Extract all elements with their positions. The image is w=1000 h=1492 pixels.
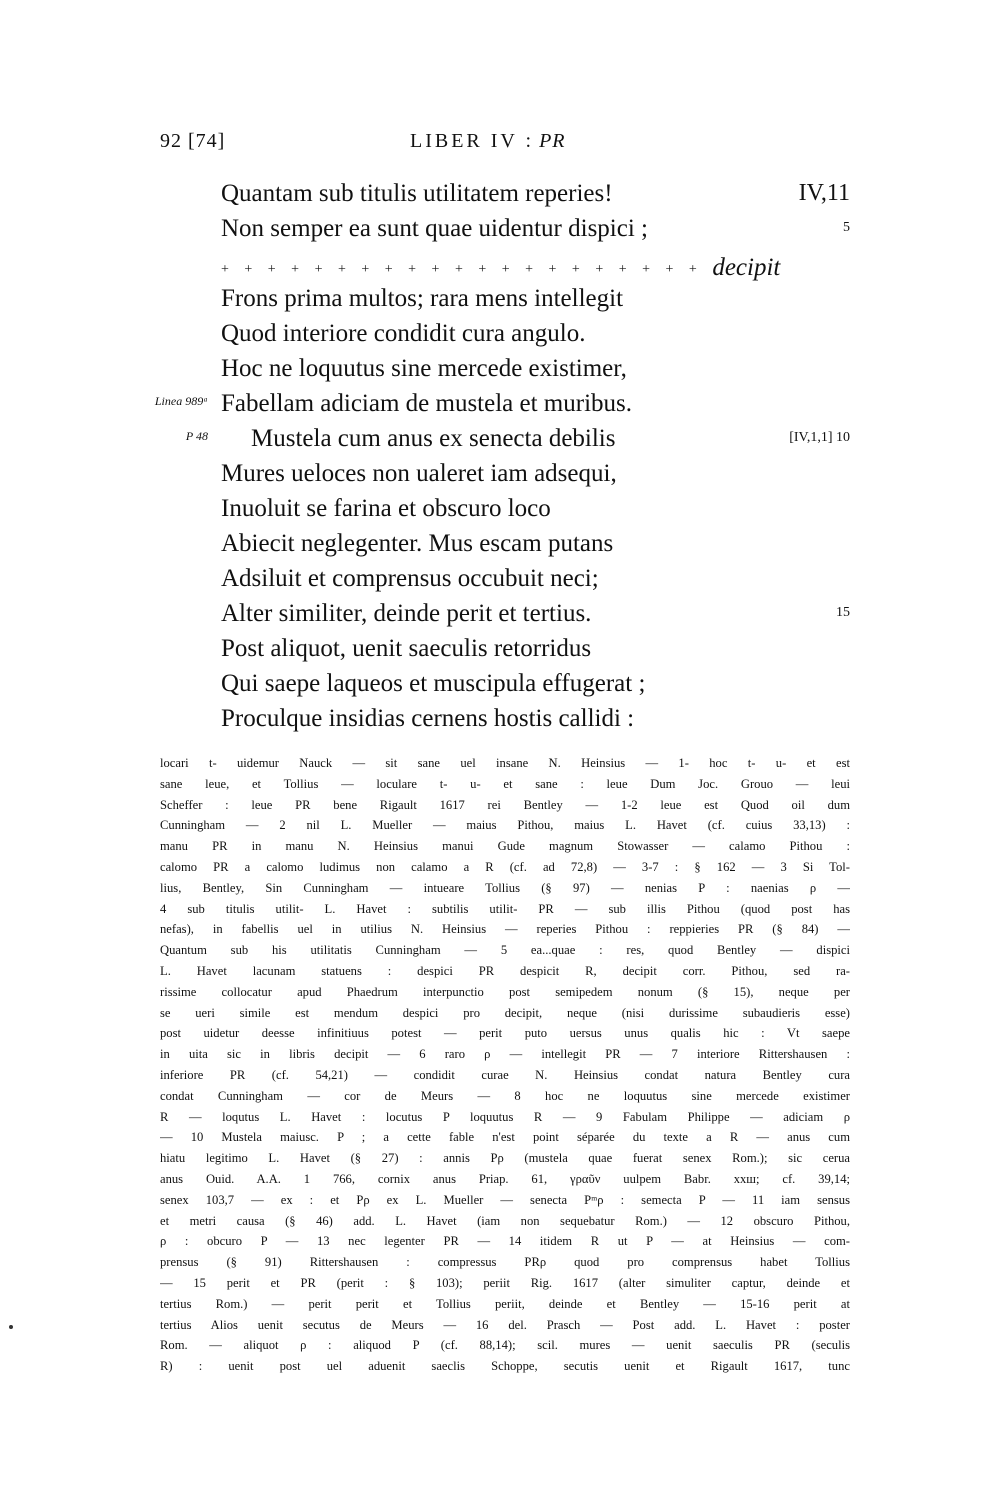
apparatus-line: — 10 Mustela maiusc. P ; a cette fable n'est point séparée du texte a R — anus cum: [160, 1130, 850, 1145]
verse-text: decipit: [712, 254, 781, 281]
verse-line: [0, 596, 1000, 631]
apparatus-line: calomo PR a calomo ludimus non calamo a R (cf. ad 72,8) — 3-7 : § 162 — 3 Si Tol-: [160, 859, 850, 874]
apparatus-line: post uidetur deesse infinitiuus potest — perit puto uersus unus qualis hic : Vt saepe: [160, 1026, 850, 1041]
verse-line: [0, 561, 1000, 596]
verse-text: Post aliquot, uenit saeculis retorridus: [221, 635, 592, 662]
verse-line: [0, 176, 1000, 211]
apparatus-line: anus Ouid. A.A. 1 766, cornix anus Priap. 61, γραῦν uulpem Babr. ххш; cf. 39,14;: [160, 1171, 850, 1186]
apparatus-line: L. Havet lacunam statuens : despici PR despicit R, decipit corr. Pithou, sed ra-: [160, 963, 850, 978]
apparatus-line: lius, Bentley, Sin Cunningham — intueare Tollius (§ 97) — nenias P : naenias ρ —: [160, 880, 850, 895]
apparatus-line: Cunningham — 2 nil L. Mueller — maius Pithou, maius L. Havet (cf. cuius 33,13) :: [160, 818, 850, 833]
lacuna-line: [0, 246, 1000, 281]
verse-text: Abiecit neglegenter. Mus escam putans: [221, 530, 614, 557]
verse-text: Adsiluit et comprensus occubuit neci;: [221, 565, 599, 592]
verse-text: Quantam sub titulis utilitatem reperies!: [221, 180, 613, 207]
verse-text: Quod interiore condidit cura angulo.: [221, 320, 586, 347]
verse-text: Mustela cum anus ex senecta debilis: [251, 425, 616, 452]
verse-line: [0, 281, 1000, 316]
left-margin-note: P 48: [185, 429, 208, 443]
apparatus-line: ρ : obcuro P — 13 nec legenter PR — 14 itidem R ut P — at Heinsius — com-: [160, 1234, 850, 1249]
right-margin-ref: [IV,1,1] 10: [789, 430, 850, 445]
verse-text: Frons prima multos; rara mens intellegit: [221, 285, 624, 312]
page-number: 92 [74]: [160, 130, 226, 152]
apparatus-line: se ueri simile est mendum despici pro decipit, neque (nisi durissime subaudieris esse): [160, 1005, 850, 1020]
apparatus-line: tertius Alios uenit secutus de Meurs — 16 del. Prasch — Post add. L. Havet : poster: [160, 1317, 850, 1332]
running-header: [160, 130, 850, 160]
apparatus-line: Rom. — aliquot ρ : aliquod P (cf. 88,14); scil. mures — uenit saeculis PR (seculis: [160, 1338, 850, 1353]
verse-line: [0, 316, 1000, 351]
critical-apparatus: [160, 753, 850, 1377]
apparatus-line: rissime collocatur apud Phaedrum interpunctio post semipedem nonum (§ 15), neque per: [160, 984, 850, 999]
apparatus-line: et metri causa (§ 46) add. L. Havet (iam non sequebatur Rom.) — 12 obscuro Pithou,: [160, 1213, 850, 1228]
apparatus-line: manu PR in manu N. Heinsius manui Gude magnum Stowasser — calamo Pithou :: [160, 839, 850, 854]
verse-text: Qui saepe laqueos et muscipula effugerat ;: [221, 670, 646, 697]
line-number: 15: [836, 605, 850, 620]
apparatus-line: condat Cunningham — cor de Meurs — 8 hoc ne loquutus sine mercede existimer: [160, 1088, 850, 1103]
stray-mark: [9, 1325, 13, 1329]
verse-block: [0, 176, 1000, 736]
apparatus-line: inferiore PR (cf. 54,21) — condidit curae N. Heinsius condat natura Bentley cura: [160, 1067, 850, 1082]
verse-text: Proculque insidias cernens hostis callidi :: [221, 705, 635, 732]
apparatus-line: R) : uenit post uel aduenit saeclis Schoppe, secutis uenit et Rigault 1617, tunc: [160, 1359, 850, 1374]
apparatus-line: in uita sic in libris decipit — 6 raro ρ — intellegit PR — 7 interiore Rittershausen :: [160, 1047, 850, 1062]
apparatus-line: tertius Rom.) — perit perit et Tollius periit, deinde et Bentley — 15-16 perit at: [160, 1296, 850, 1311]
apparatus-line: sane leue, et Tollius — loculare t- u- et sane : leue Dum Joc. Grouo — leui: [160, 776, 850, 791]
verse-text: Fabellam adiciam de mustela et muribus.: [221, 390, 632, 417]
apparatus-line: nefas), in fabellis uel in utilius N. Heinsius — reperies Pithou : reppieries PR (§ 84) —: [160, 922, 850, 937]
verse-text: Inuoluit se farina et obscuro loco: [221, 495, 551, 522]
apparatus-line: hiatu legitimo L. Havet (§ 27) : annis Pρ (mustela quae fuerat senex Rom.); sic cerua: [160, 1151, 850, 1166]
apparatus-line: locari t- uidemur Nauck — sit sane uel insane N. Heinsius — 1- hoc t- u- et est: [160, 756, 850, 770]
apparatus-line: R — loqutus L. Havet : locutus P loquutus R — 9 Fabulam Philippe — adiciam ρ: [160, 1109, 850, 1124]
apparatus-line: 4 sub titulis utilit- L. Havet : subtilis utilit- PR — sub illis Pithou (quod post has: [160, 901, 850, 916]
verse-line: [0, 631, 1000, 666]
apparatus-line: Quantum sub his utilitatis Cunningham — 5 ea...quae : res, quod Bentley — dispici: [160, 943, 850, 958]
apparatus-line: senex 103,7 — ex : et Pρ ex L. Mueller — senecta Pᵐρ : semecta P — 11 iam sensus: [160, 1192, 850, 1207]
verse-line: [0, 351, 1000, 386]
manuscript-siglum: PR: [539, 130, 566, 152]
title-separator: :: [525, 130, 532, 152]
verse-text: Hoc ne loquutus sine mercede existimer,: [221, 355, 627, 382]
verse-text: Mures ueloces non ualeret iam adsequi,: [221, 460, 617, 487]
running-title: [410, 130, 566, 153]
apparatus-line: prensus (§ 91) Rittershausen : compressus PRρ quod pro comprensus habet Tollius: [160, 1255, 850, 1270]
left-margin-note: Linea 989ᵃ: [154, 394, 208, 408]
verse-line: [0, 386, 1000, 421]
lacuna-dots: + + + + + + + + + + + + + + + + + + + + +: [221, 262, 703, 277]
verse-line: [0, 526, 1000, 561]
verse-line: [0, 701, 1000, 736]
verse-line: [0, 421, 1000, 456]
verse-line: [0, 211, 1000, 246]
apparatus-line: Scheffer : leue PR bene Rigault 1617 rei Bentley — 1-2 leue est Quod oil dum: [160, 797, 850, 812]
book-title: LIBER IV: [410, 130, 518, 152]
apparatus-line: — 15 perit et PR (perit : § 103); periit Rig. 1617 (alter simuliter captur, deinde et: [160, 1275, 850, 1290]
verse-text: Non semper ea sunt quae uidentur dispici ;: [221, 215, 648, 242]
verse-line: [0, 456, 1000, 491]
line-number: 5: [843, 220, 850, 235]
verse-text: Alter similiter, deinde perit et tertius.: [221, 600, 592, 627]
right-margin-ref: IV,11: [798, 180, 850, 206]
verse-line: [0, 491, 1000, 526]
verse-line: [0, 666, 1000, 701]
